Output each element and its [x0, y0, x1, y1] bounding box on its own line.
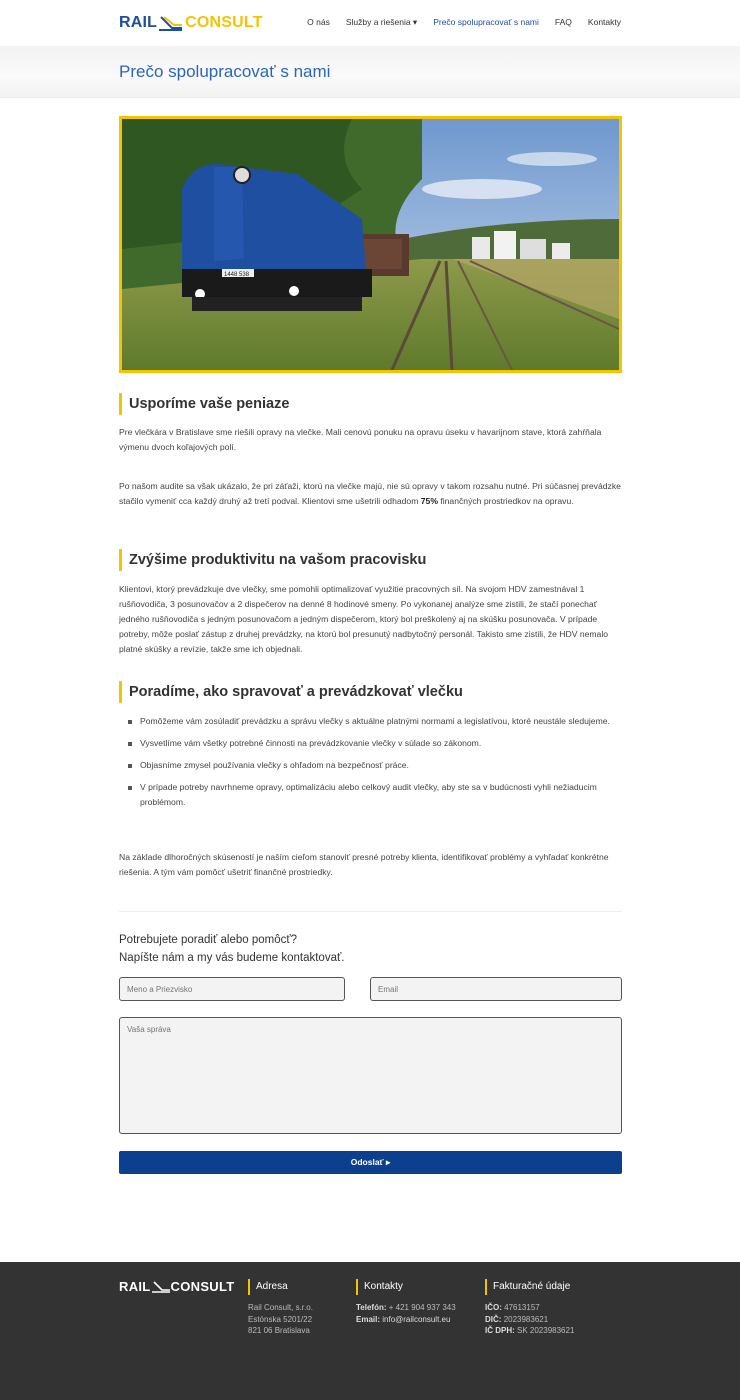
closing-paragraph: Na základe dlhoročných skúseností je naším cieľom stanoviť presné potreby klienta, identifikovať problémy a vyhľadať konkrétne riešenia. A tým vám pomôcť ušetriť finančné prostriedky.	[119, 852, 609, 877]
nav-item-faq[interactable]: FAQ	[554, 17, 572, 27]
footer-logo-rail-icon	[151, 1280, 171, 1294]
footer-logo-text-rail: RAIL	[119, 1279, 151, 1294]
title-band	[0, 46, 740, 98]
savings-paragraph-1: Pre vlečkára v Bratislave sme riešili opravy na vlečke. Mali cenovú ponuku na opravu úseku v havarijnom stave, ktorá zahŕňala výmenu dvoch koľajových polí.	[119, 427, 602, 452]
section-heading-savings: Usporíme vaše peniaze	[119, 393, 289, 415]
message-field[interactable]	[119, 1017, 622, 1134]
site-header	[0, 0, 740, 46]
locomotive-number: 1448 538	[224, 272, 250, 278]
footer-address-line: Rail Consult, s.r.o.	[248, 1303, 313, 1312]
footer-address-line: 821 06 Bratislava	[248, 1326, 310, 1335]
logo-rail-icon	[158, 14, 184, 32]
contact-prompt-line-2: Napíšte nám a my vás budeme kontaktovať.	[119, 952, 345, 964]
nav-item-about[interactable]: O nás	[307, 17, 330, 27]
list-item: Pomôžeme vám zosúladiť prevádzku a správu vlečky s aktuálne platnými normami a legislatívou, ktoré neustále sledujeme.	[119, 714, 622, 729]
page-title: Prečo spolupracovať s nami	[119, 62, 331, 81]
footer-logo[interactable]	[119, 1279, 235, 1294]
productivity-paragraph: Klientovi, ktorý prevádzkuje dve vlečky, sme pomohli optimalizovať využitie pracovných síl. Na svojom HDV zamestnával 1 rušňovodiča, 3 posunovačov a 2 dispečerov na denné 8 hodinové smeny. Po vykonanej analýze sme zistili, že stačí ponechať jedného rušňovodiča s jedným posunovačom a jedným dispečerom, ktorý bol preškolený aj na skúšku posunovača. V prípade potreby, môže poslať zástup z druhej prevádzky, na ktorú bol presunutý nadbytočný personál. Takisto sme zistili, že HDV nemalo platné skúšky a revízie, takže sme ich objednali.	[119, 584, 609, 654]
footer-address	[248, 1279, 313, 1337]
footer-phone[interactable]: Telefón: + 421 904 937 343	[356, 1303, 456, 1312]
hero-image	[119, 116, 622, 373]
footer-ico: IČO: 47613157	[485, 1303, 540, 1312]
nav-item-contacts[interactable]: Kontakty	[587, 17, 621, 27]
logo-text-rail: RAIL	[119, 14, 158, 31]
footer-heading-billing: Fakturačné údaje	[485, 1279, 574, 1295]
list-item: Objasníme zmysel používania vlečky s ohľadom na bezpečnosť práce.	[119, 758, 622, 773]
footer-contacts	[356, 1279, 456, 1325]
footer-heading-address: Adresa	[248, 1279, 313, 1295]
contact-prompt	[119, 931, 344, 967]
footer-billing	[485, 1279, 574, 1337]
footer-email[interactable]: Email: info@railconsult.eu	[356, 1314, 451, 1324]
divider	[119, 911, 622, 912]
nav-item-why-us[interactable]: Prečo spolupracovať s nami	[433, 17, 539, 27]
list-item: Vysvetlíme vám všetky potrebné činnosti na prevádzkovanie vlečky v súlade so zákonom.	[119, 736, 622, 751]
section-heading-advice: Poradíme, ako spravovať a prevádzkovať vlečku	[119, 681, 463, 703]
email-field[interactable]	[370, 977, 622, 1001]
logo-text-consult: CONSULT	[185, 14, 263, 31]
site-logo[interactable]	[119, 13, 263, 33]
main-nav	[307, 17, 621, 28]
advice-list	[119, 714, 622, 817]
footer-logo-text-consult: CONSULT	[170, 1279, 235, 1294]
nav-item-services[interactable]: Služby a riešenia ▾	[345, 17, 418, 27]
section-heading-productivity: Zvýšime produktivitu na vašom pracovisku	[119, 549, 426, 571]
contact-prompt-line-1: Potrebujete poradiť alebo pomôcť?	[119, 934, 298, 946]
hero-illustration	[122, 119, 619, 370]
savings-paragraph-2: Po našom audite sa však ukázalo, že pri záťaži, ktorú na vlečke majú, nie sú opravy v takom rozsahu nutné. Pri súčasnej prevádzke stačilo vymeniť cca každý druhý až tretí podval. Klientovi sme ušetrili odhadom 75% finančných prostriedkov na opravu.	[119, 481, 621, 506]
list-item: V prípade potreby navrhneme opravy, optimalizáciu alebo celkový audit vlečky, aby ste sa v budúcnosti vyhli nežiaducim problémom.	[119, 780, 622, 810]
footer-heading-contacts: Kontakty	[356, 1279, 456, 1295]
footer-address-line: Estónska 5201/22	[248, 1314, 313, 1324]
footer-icdph: IČ DPH: SK 2023983621	[485, 1326, 575, 1335]
footer-dic: DIČ: 2023983621	[485, 1314, 549, 1324]
submit-button[interactable]: Odoslať ▸	[119, 1151, 622, 1174]
name-field[interactable]	[119, 977, 345, 1001]
